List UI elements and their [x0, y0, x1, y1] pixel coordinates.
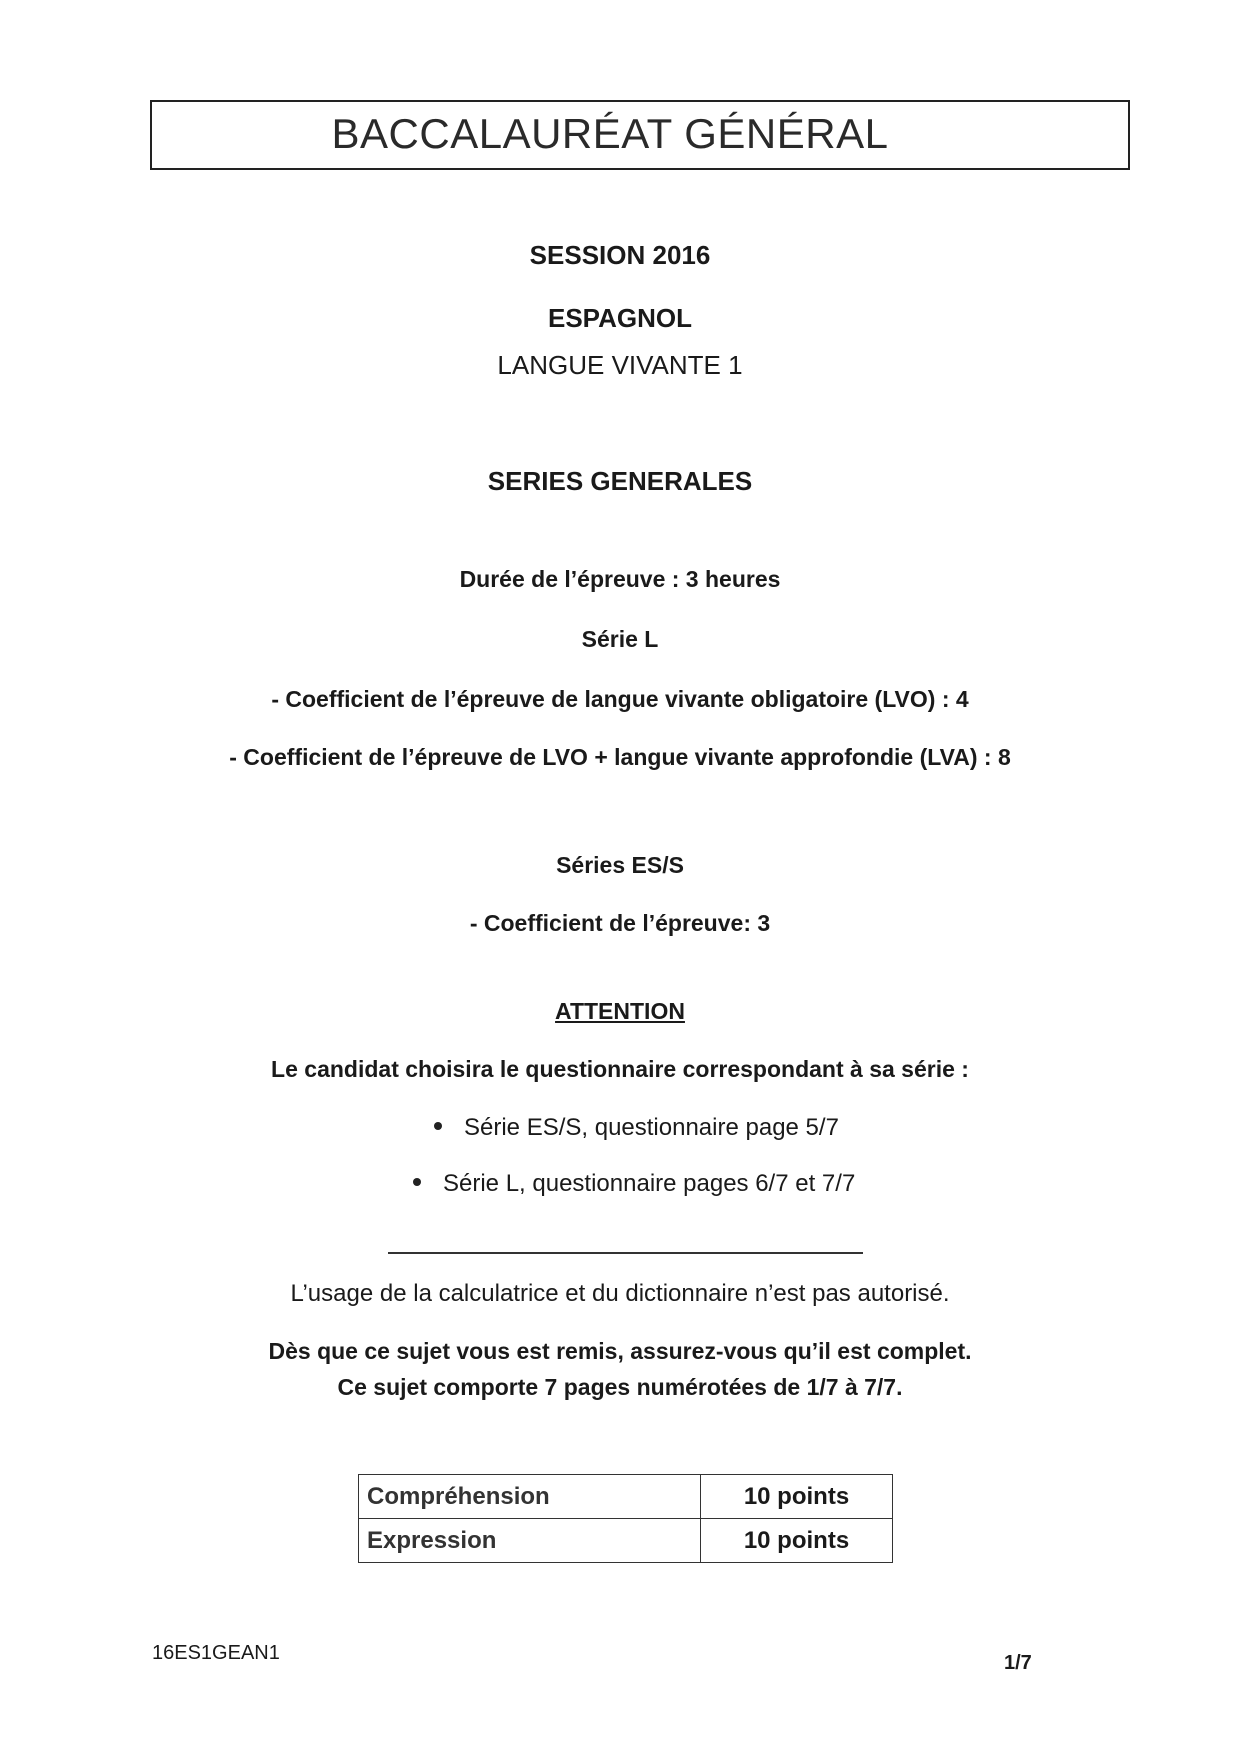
grading-label: Expression [359, 1519, 701, 1563]
title-box [150, 100, 1130, 170]
attention-instruction: Le candidat choisira le questionnaire correspondant à sa série : [271, 1056, 969, 1082]
series-label: SERIES GENERALES [487, 466, 753, 496]
list-item [413, 1170, 855, 1198]
document-code: 16ES1GEAN1 [152, 1642, 280, 1664]
complete-check-note: Dès que ce sujet vous est remis, assurez-vous qu’il est complet. [268, 1338, 972, 1364]
document-title: BACCALAURÉAT GÉNÉRAL [331, 110, 889, 157]
serie-l-heading: Série L [581, 626, 659, 652]
language-level-label: LANGUE VIVANTE 1 [497, 350, 743, 380]
attention-heading-wrap [0, 998, 1240, 1025]
serie-l-coef-lvo: - Coefficient de l’épreuve de langue vivante obligatoire (LVO) : 4 [271, 686, 969, 712]
calculator-note: L’usage de la calculatrice et du dictionnaire n’est pas autorisé. [290, 1280, 950, 1307]
page-number: 1/7 [1004, 1652, 1032, 1674]
list-item-text: Série ES/S, questionnaire page 5/7 [464, 1114, 839, 1141]
list-item [434, 1114, 839, 1142]
grading-points: 10 points [701, 1519, 893, 1563]
grading-points: 10 points [701, 1475, 893, 1519]
bullet-icon [413, 1178, 421, 1186]
grading-label: Compréhension [359, 1475, 701, 1519]
bullet-icon [434, 1122, 442, 1130]
separator-line [388, 1252, 863, 1254]
table-row [359, 1519, 893, 1563]
list-item-text: Série L, questionnaire pages 6/7 et 7/7 [443, 1170, 856, 1197]
grading-table [358, 1474, 893, 1563]
attention-heading: ATTENTION [555, 998, 685, 1024]
page-count-note: Ce sujet comporte 7 pages numérotées de 1/7 à 7/7. [337, 1374, 903, 1400]
serie-l-coef-lva: - Coefficient de l’épreuve de LVO + langue vivante approfondie (LVA) : 8 [229, 744, 1011, 770]
serie-es-s-coef: - Coefficient de l’épreuve: 3 [469, 910, 771, 936]
session-label: SESSION 2016 [529, 240, 711, 270]
subject-label: ESPAGNOL [548, 303, 692, 333]
duration-label: Durée de l’épreuve : 3 heures [459, 566, 781, 592]
table-row [359, 1475, 893, 1519]
serie-es-s-heading: Séries ES/S [556, 852, 684, 878]
